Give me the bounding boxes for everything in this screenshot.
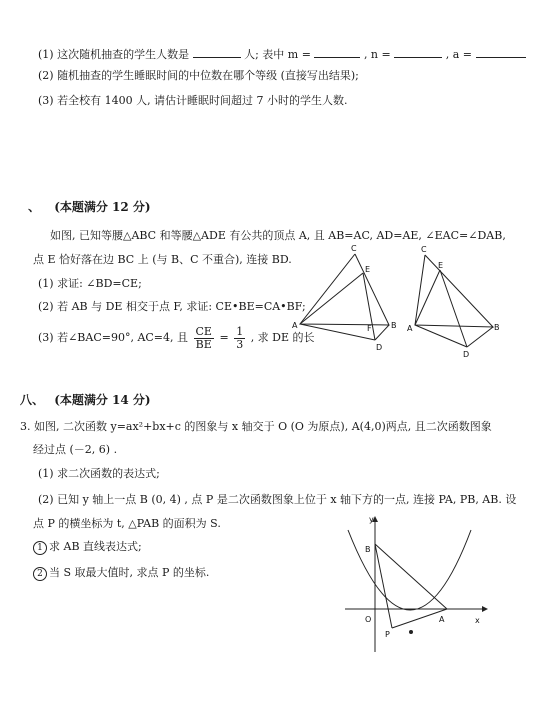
q7-part2: (2) 随机抽查的学生睡眠时间的中位数在哪个等级 (直接写出结果); <box>38 69 359 82</box>
q7-part1-mid: 人; 表中 <box>244 48 285 61</box>
point-label: A <box>407 324 413 333</box>
sub-question <box>38 321 315 355</box>
axis-label: x <box>475 616 480 625</box>
point-label: D <box>376 343 383 352</box>
fraction-numerator: CE <box>195 324 212 338</box>
q7-part1 <box>38 47 526 62</box>
point-label: C <box>351 244 357 253</box>
section-title: (本题满分 14 分) <box>54 393 151 407</box>
sub-question-text: (3) 若∠BAC=90°, AC=4, 且 <box>38 331 189 344</box>
sub-question-text: , 求 DE 的长 <box>250 331 315 344</box>
point-label: B <box>365 545 371 554</box>
sub-question: (2) 已知 y 轴上一点 B (0, 4) , 点 P 是二次函数图象上位于 x 轴下方的一点, 连接 PA, PB, AB. 设 <box>38 493 517 506</box>
answer-blank[interactable] <box>476 47 526 58</box>
point-label: C <box>421 245 427 254</box>
section-number: 八、 <box>20 393 45 407</box>
fraction <box>234 326 245 351</box>
problem-intro: 3. 如图, 二次函数 y=ax²+bx+c 的图象与 x 轴交于 O (O 为原点), A(4,0)两点, 且二次函数图象 <box>20 420 492 433</box>
equals: = <box>219 331 229 344</box>
section-number: 、 <box>28 200 41 214</box>
axis-label: y <box>369 515 374 524</box>
fraction <box>194 326 214 351</box>
sub-question: (2) 若 AB 与 DE 相交于点 F, 求证: CE•BE=CA•BF; <box>38 300 306 313</box>
point-label: A <box>292 321 298 330</box>
q7-part1-m: m = <box>287 48 311 61</box>
sub-question: (1) 求二次函数的表达式; <box>38 467 160 480</box>
point-label: P <box>385 630 390 639</box>
section-heading <box>20 393 151 407</box>
answer-blank[interactable] <box>314 47 360 58</box>
q7-part1-prefix: (1) 这次随机抽查的学生人数是 <box>38 48 190 61</box>
sub-question-text: 求 AB 直线表达式; <box>49 540 142 553</box>
sub-question-text: 当 S 取最大值时, 求点 P 的坐标. <box>49 566 210 579</box>
triangle-figure-1 <box>290 240 410 360</box>
problem-intro: 如图, 已知等腰△ABC 和等腰△ADE 有公共的顶点 A, 且 AB=AC, AD=AE, ∠EAC=∠DAB, <box>50 229 506 242</box>
problem-intro: 点 E 恰好落在边 BC 上 (与 B、C 不重合), 连接 BD. <box>33 253 292 266</box>
point-label: F <box>367 324 372 333</box>
fraction-denominator: BE <box>195 337 212 351</box>
point-label: B <box>494 323 500 332</box>
point-label: O <box>365 615 372 624</box>
problem-intro: 经过点 (－2, 6) . <box>33 443 118 456</box>
circled-number: 2 <box>33 567 47 581</box>
point-label: D <box>463 350 470 359</box>
q7-part1-a: , a = <box>445 48 472 61</box>
point-label: B <box>391 321 397 330</box>
point-label: E <box>438 261 444 270</box>
section-heading <box>28 200 151 214</box>
parabola-graph <box>335 512 495 672</box>
sub-question <box>33 566 209 581</box>
sub-question: 点 P 的横坐标为 t, △PAB 的面积为 S. <box>33 517 221 530</box>
q7-part3: (3) 若全校有 1400 人, 请估计睡眠时间超过 7 小时的学生人数. <box>38 94 348 107</box>
fraction-denominator: 3 <box>236 337 244 351</box>
point-label: A <box>439 615 445 624</box>
vertex-point <box>409 630 413 634</box>
triangle-figure-2 <box>405 243 505 363</box>
sub-question: (1) 求证: ∠BD=CE; <box>38 277 142 290</box>
circled-number: 1 <box>33 541 47 555</box>
point-label: E <box>365 265 371 274</box>
answer-blank[interactable] <box>193 47 241 58</box>
answer-blank[interactable] <box>394 47 442 58</box>
sub-question <box>33 540 142 555</box>
section-title: (本题满分 12 分) <box>54 200 151 214</box>
fraction-numerator: 1 <box>236 324 244 338</box>
q7-part1-n: , n = <box>363 48 391 61</box>
